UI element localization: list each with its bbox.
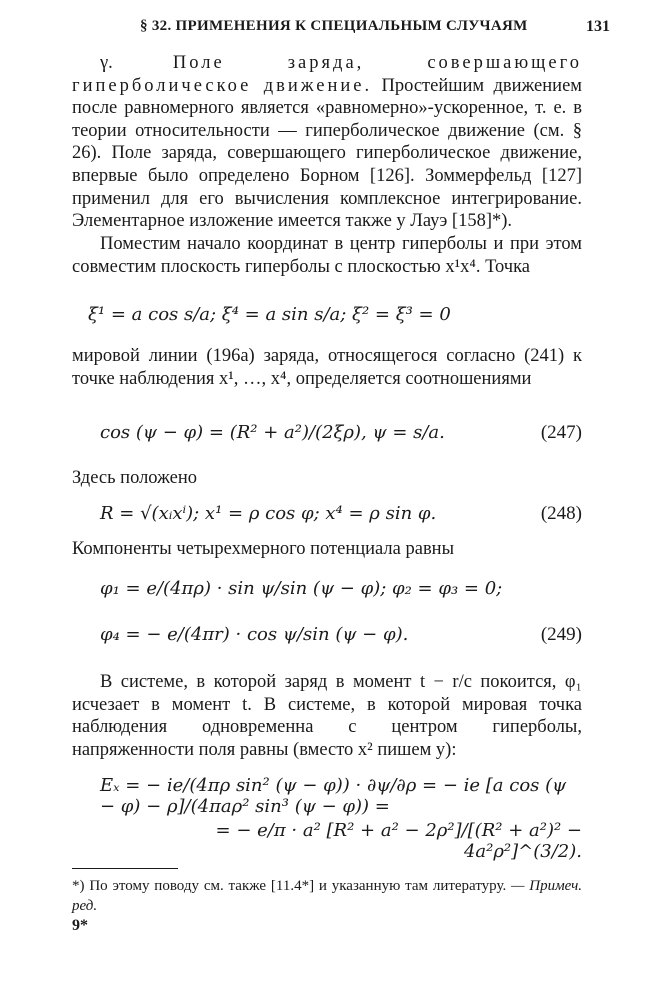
paragraph-origin: Поместим начало координат в центр гиперболы и при этом совместим плоскость гиперболы с плоскостью x¹x⁴. Точка: [72, 234, 582, 277]
section-paragraph-text: Простейшим движением после равномерного является «равномерно»-ускоренное, т. е. в теории относительности — гиперболическое движение (см. § 26). Поле заряда, совершающего гиперболическое движение, впервые было определено Борном [126]. Зоммерфельд [127] применил для его вычисления комплексное интегрирование. Элементарное изложение имеется также у Лауэ [158]*).: [72, 75, 582, 232]
page-number: 131: [586, 18, 610, 35]
equation-249-line2: [100, 624, 582, 645]
equation-number-248: (248): [540, 503, 582, 524]
footnote-text: *) По этому поводу см. также [11.4*] и указанную там литературу.: [72, 878, 507, 894]
running-head: § 32. ПРИМЕНЕНИЯ К СПЕЦИАЛЬНЫМ СЛУЧАЯМ: [140, 18, 528, 34]
footnote-editor-note: — Примеч. ред.: [72, 878, 583, 914]
section-label: γ.: [100, 53, 113, 73]
equation-249-body: φ₄ = − e/(4πr) · cos ψ/sin (ψ − φ).: [100, 624, 409, 645]
paragraph-potential: Компоненты четырехмерного потенциала равны: [72, 539, 455, 559]
equation-248-body: R = √(xᵢxⁱ); x¹ = ρ cos φ; x⁴ = ρ sin φ.: [100, 503, 437, 524]
printer-signature: 9*: [72, 917, 88, 934]
page-header: [0, 18, 650, 44]
section-title: Поле заряда, совершающего гиперболическое движение.: [72, 53, 582, 96]
equation-ex-line1: Eₓ = − ie/(4πρ sin² (ψ − φ)) · ∂ψ/∂ρ = − ie [a cos (ψ − φ) − ρ]/(4πaρ² sin³ (ψ − φ)) =: [100, 775, 567, 817]
equation-number-247: (247): [540, 422, 582, 443]
equation-point: ξ¹ = a cos s/a; ξ⁴ = a sin s/a; ξ² = ξ³ = 0: [88, 304, 451, 325]
equation-247-body: cos (ψ − φ) = (R² + a²)/(2ξρ), ψ = s/a.: [100, 422, 445, 443]
equation-ex-line2: = − e/π · a² [R² + a² − 2ρ²]/[(R² + a²)² − 4a²ρ²]^(3/2).: [215, 820, 582, 862]
paragraph-world-line: мировой линии (196a) заряда, относящегося согласно (241) к точке наблюдения x¹, …, x⁴, определяется соотношениями: [72, 346, 582, 389]
equation-249-line1: φ₁ = e/(4πρ) · sin ψ/sin (ψ − φ); φ₂ = φ₃ = 0;: [100, 578, 503, 599]
paragraph-field-strength: В системе, в которой заряд в момент t − r/c покоится, φ₁ исчезает в момент t. В системе, в которой мировая точка наблюдения одновременна с центром гиперболы, напряженности поля равны (вместо x² пишем y):: [72, 672, 582, 760]
paragraph-here: Здесь положено: [72, 468, 197, 488]
footnote-rule: [72, 868, 178, 869]
equation-247: [100, 422, 582, 443]
equation-number-249: (249): [540, 624, 582, 645]
section-gamma-paragraph: [72, 52, 582, 233]
footnote: [72, 876, 582, 916]
equation-248: [100, 503, 582, 524]
